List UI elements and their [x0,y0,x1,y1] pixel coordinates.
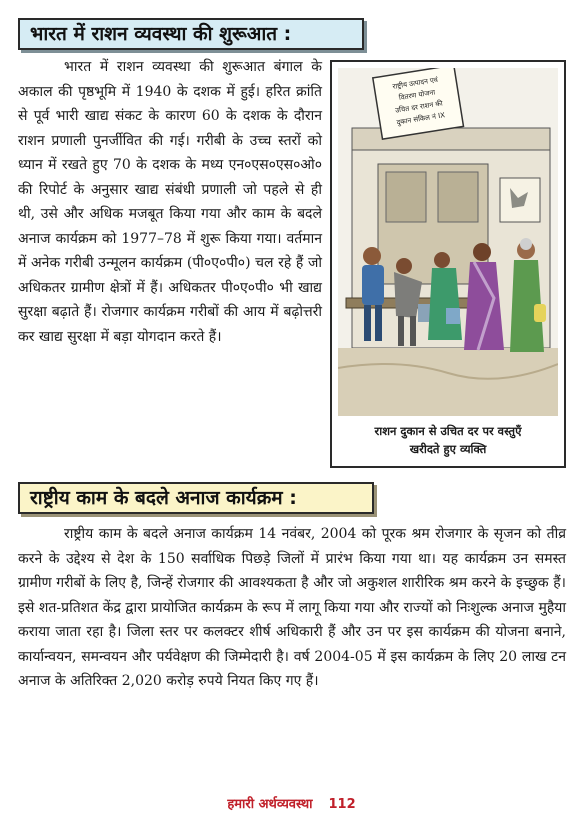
sign-line-2: वितरण योजना [398,88,436,103]
food-for-work-paragraph [18,522,566,694]
page-footer [0,794,583,812]
sign-line-4: दुकान संकिल नं IX [396,111,446,127]
sign-line-3: उचित दर राशन की [394,99,444,115]
caption-line-2: खरीदते हुए व्यक्ति [409,442,487,456]
section-heading-food-for-work: राष्ट्रीय काम के बदले अनाज कार्यक्रम : [18,482,374,514]
page-number: 112 [328,797,356,812]
section-heading-ration-system: भारत में राशन व्यवस्था की शुरूआत : [18,18,364,50]
sign-line-1: राष्ट्रीय उत्पादन एवं [391,75,439,91]
figure-caption [336,422,560,458]
book-title: हमारी अर्थव्यवस्था [227,797,313,812]
ration-system-paragraph [18,55,322,349]
ration-shop-illustration [338,68,558,416]
food-for-work-text: राष्ट्रीय काम के बदले अनाज कार्यक्रम 14 नवंबर, 2004 को पूरक श्रम रोजगार के सृजन को तीव्र करने के उद्देश्य से देश के 150 सर्वाधिक पिछड़े जिलों में प्रारंभ किया गया था। यह कार्यक्रम उन समस्त ग्रामीण गरीबों के लिए है, जिन्हें रोजगार की आवश्यकता है और जो अकुशल शारीरिक श्रम करने के इच्छुक हैं। इसे शत-प्रतिशत केंद्र द्वारा प्रायोजित कार्यक्रम के रूप में लागू किया गया और राज्यों को निःशुल्क अनाज मुहैया कराया जाता रहा है। जिला स्तर पर कलक्टर शीर्ष अधिकारी हैं और उन पर इस कार्यक्रम की योजना बनाने, कार्यान्वयन, समन्वयन और पर्यवेक्षण की जिम्मेदारी है। वर्ष 2004-05 में इस कार्यक्रम के लिए 20 लाख टन अनाज के अतिरिक्त 2,020 करोड़ रुपये नियत किए गए हैं। [18,526,566,689]
ration-shop-figure [330,60,566,468]
ration-system-text: भारत में राशन व्यवस्था की शुरूआत बंगाल के अकाल की पृष्ठभूमि में 1940 के दशक में हुई। हरित क्रांति से पूर्व भारी खाद्य संकट के कारण 60 के दशक के दौरान राशन प्रणाली पुनर्जीवित की गई। गरीबी के उच्च स्तरों को ध्यान में रखते हुए 70 के दशक के मध्य एन०एस०एस०ओ० की रिपोर्ट के अनुसार खाद्य संबंधी प्रणाली जो पहले से ही थी, उसे और अधिक मजबूत किया गया और काम के बदले अनाज कार्यक्रम को 1977–78 में शुरू किया गया। वर्तमान में अनेक गरीबी उन्मूलन कार्यक्रम (पी०ए०पी०) चल रहे हैं जो अधिकतर ग्रामीण क्षेत्रों में हैं। अधिकतर पी०ए०पी० भी खाद्य सुरक्षा बढ़ाते हैं। रोजगार कार्यक्रम गरीबों की आय में बढ़ोत्तरी कर खाद्य सुरक्षा में बड़ा योगदान करते हैं। [18,59,322,345]
caption-line-1: राशन दुकान से उचित दर पर वस्तुएँ [374,424,522,438]
ration-shop-signboard [373,68,464,139]
